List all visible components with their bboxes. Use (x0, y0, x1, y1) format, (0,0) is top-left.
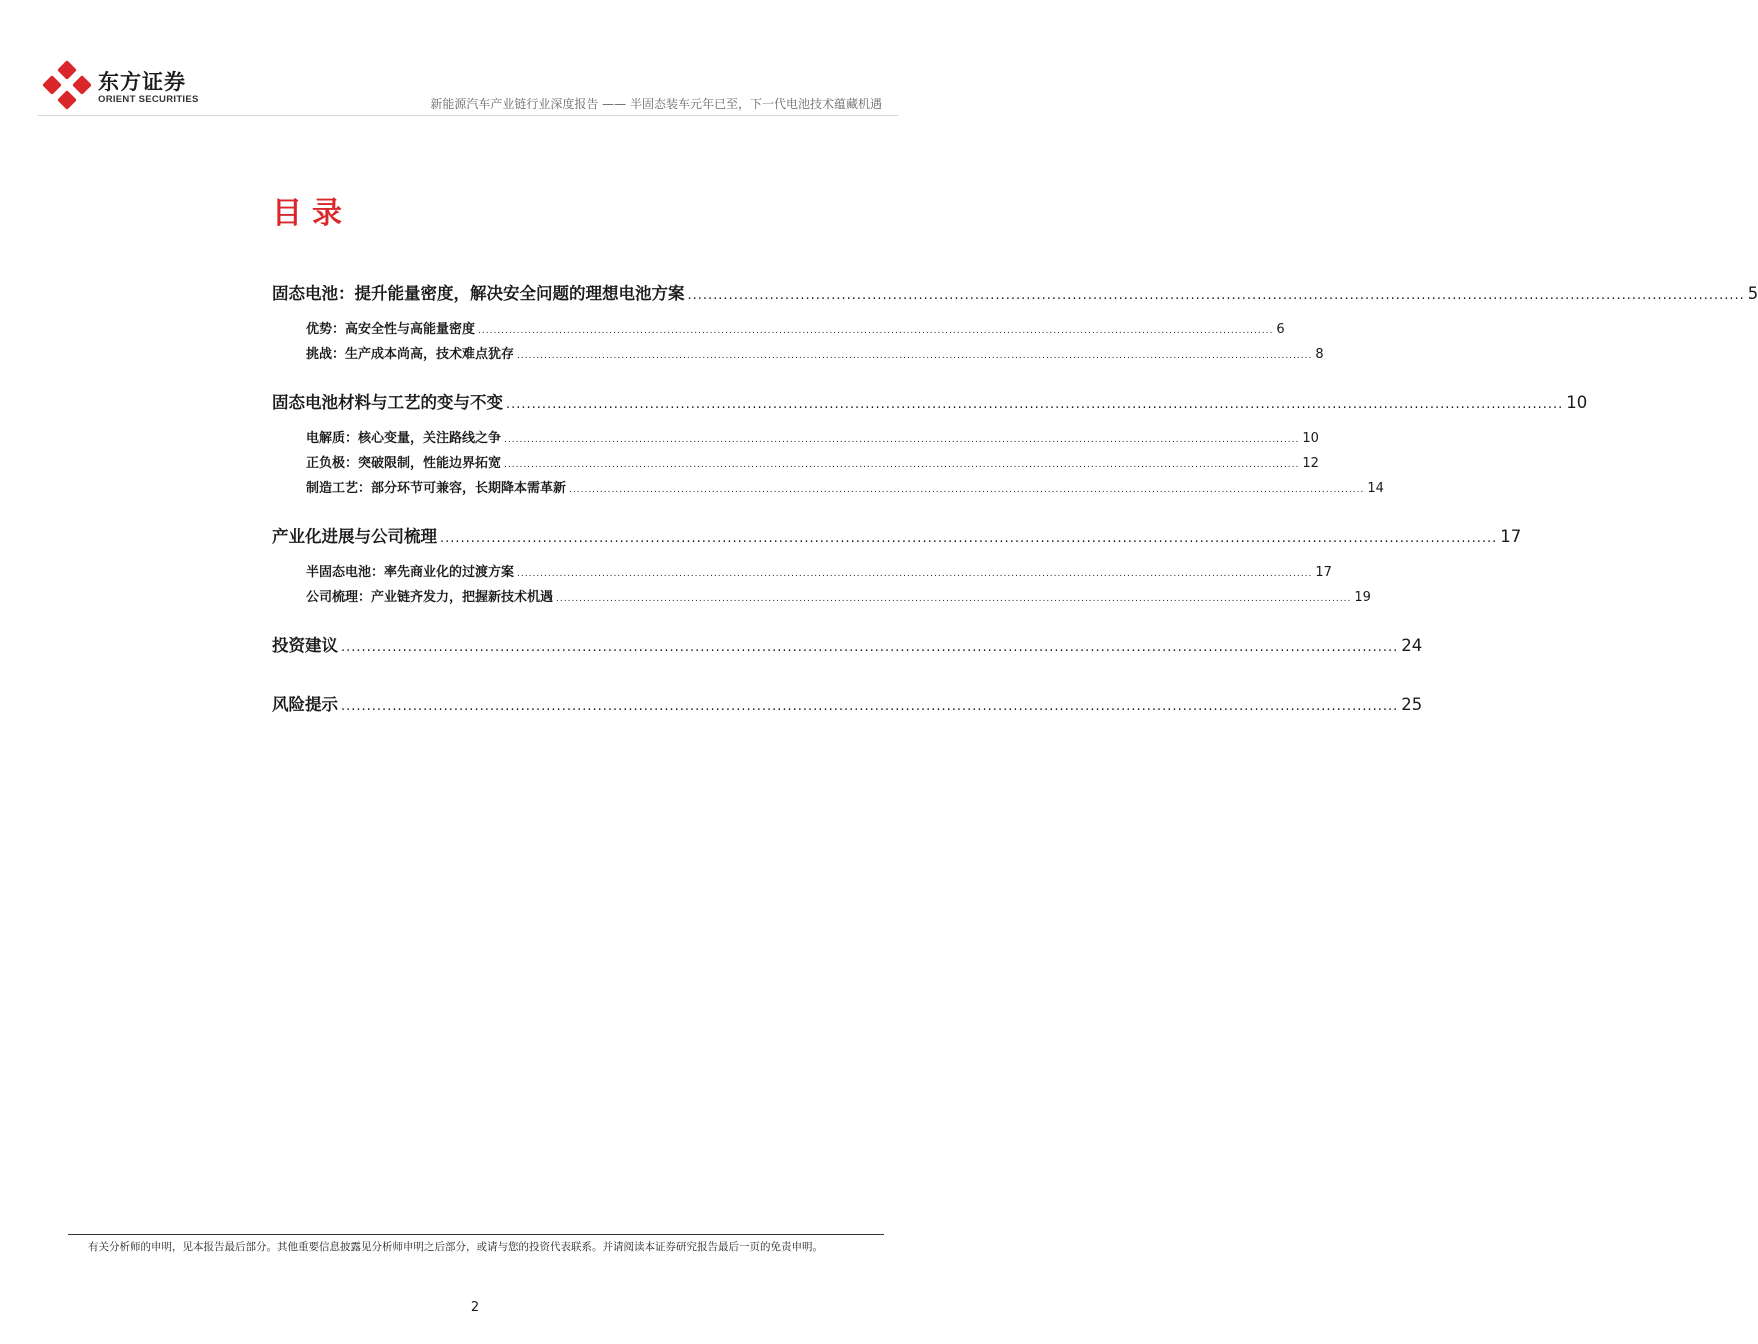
toc-leader: .............................................................................................................................................................................................................. (341, 699, 1399, 714)
toc-leader: .............................................................................................................................................................................................................. (517, 569, 1313, 579)
toc-entry[interactable] (306, 318, 1285, 337)
toc-leader: .............................................................................................................................................................................................................. (556, 594, 1352, 604)
toc-entry[interactable] (306, 452, 1319, 471)
toc-title: 目录 (272, 196, 352, 231)
toc-entry-label: 投资建议 (272, 636, 338, 655)
brand-name-en: ORIENT SECURITIES (98, 94, 199, 105)
toc-leader: .............................................................................................................................................................................................................. (478, 326, 1274, 336)
toc-entry[interactable] (272, 691, 1423, 715)
toc-leader: .............................................................................................................................................................................................................. (506, 397, 1564, 412)
toc-entry[interactable] (306, 343, 1324, 362)
toc-leader: .............................................................................................................................................................................................................. (341, 640, 1399, 655)
toc-entry-page: 12 (1302, 456, 1319, 471)
disclaimer-text: 有关分析师的申明，见本报告最后部分。其他重要信息披露见分析师申明之后部分，或请与您的投资代表联系。并请阅读本证券研究报告最后一页的免责申明。 (88, 1241, 823, 1253)
toc-entry-page: 10 (1566, 393, 1588, 412)
toc-leader: .............................................................................................................................................................................................................. (569, 485, 1365, 495)
toc-entry[interactable] (272, 280, 1758, 304)
toc-entry-label: 电解质：核心变量，关注路线之争 (306, 431, 502, 446)
toc-entry[interactable] (306, 586, 1371, 605)
toc-leader: .............................................................................................................................................................................................................. (440, 531, 1498, 546)
page-number: 2 (470, 1300, 480, 1315)
toc-entry-label: 风险提示 (272, 695, 338, 714)
toc-entry[interactable] (272, 632, 1423, 656)
toc-entry[interactable] (306, 427, 1319, 446)
toc-entry-page: 8 (1315, 347, 1324, 362)
toc-entry-page: 14 (1367, 481, 1384, 496)
toc-leader: .............................................................................................................................................................................................................. (504, 460, 1300, 470)
toc-entry-page: 25 (1401, 695, 1423, 714)
toc-entry-label: 优势：高安全性与高能量密度 (306, 322, 476, 337)
toc-entry[interactable] (272, 523, 1522, 547)
header-divider (38, 115, 898, 116)
toc-leader: .............................................................................................................................................................................................................. (504, 435, 1300, 445)
toc-entry-label: 正负极：突破限制，性能边界拓宽 (306, 456, 502, 471)
toc-entry-label: 挑战：生产成本尚高，技术难点犹存 (306, 347, 515, 362)
page-header (0, 0, 950, 118)
footer-divider (68, 1234, 884, 1235)
toc-entry-label: 产业化进展与公司梳理 (272, 527, 437, 546)
brand-name-cn: 东方证券 (98, 70, 186, 94)
toc-entry-label: 固态电池材料与工艺的变与不变 (272, 393, 503, 412)
toc-entry-page: 5 (1747, 284, 1758, 303)
orient-securities-logo-icon (44, 62, 90, 108)
toc-entry-label: 公司梳理：产业链齐发力，把握新技术机遇 (306, 590, 554, 605)
toc-entry-page: 10 (1302, 431, 1319, 446)
toc-entry[interactable] (306, 561, 1332, 580)
toc-entry-label: 半固态电池：率先商业化的过渡方案 (306, 565, 515, 580)
toc-leader: .............................................................................................................................................................................................................. (687, 288, 1745, 303)
toc-entry-page: 19 (1354, 590, 1371, 605)
toc-entry-label: 制造工艺：部分环节可兼容，长期降本需革新 (306, 481, 567, 496)
toc-entry-label: 固态电池：提升能量密度，解决安全问题的理想电池方案 (272, 284, 685, 303)
toc-leader: .............................................................................................................................................................................................................. (517, 351, 1313, 361)
toc-entry[interactable] (306, 477, 1384, 496)
toc-entry-page: 17 (1500, 527, 1522, 546)
toc-entry-page: 6 (1276, 322, 1285, 337)
report-title: 新能源汽车产业链行业深度报告 —— 半固态装车元年已至，下一代电池技术蕴藏机遇 (430, 97, 882, 111)
toc-entry[interactable] (272, 389, 1588, 413)
toc-entry-page: 24 (1401, 636, 1423, 655)
toc-entry-page: 17 (1315, 565, 1332, 580)
